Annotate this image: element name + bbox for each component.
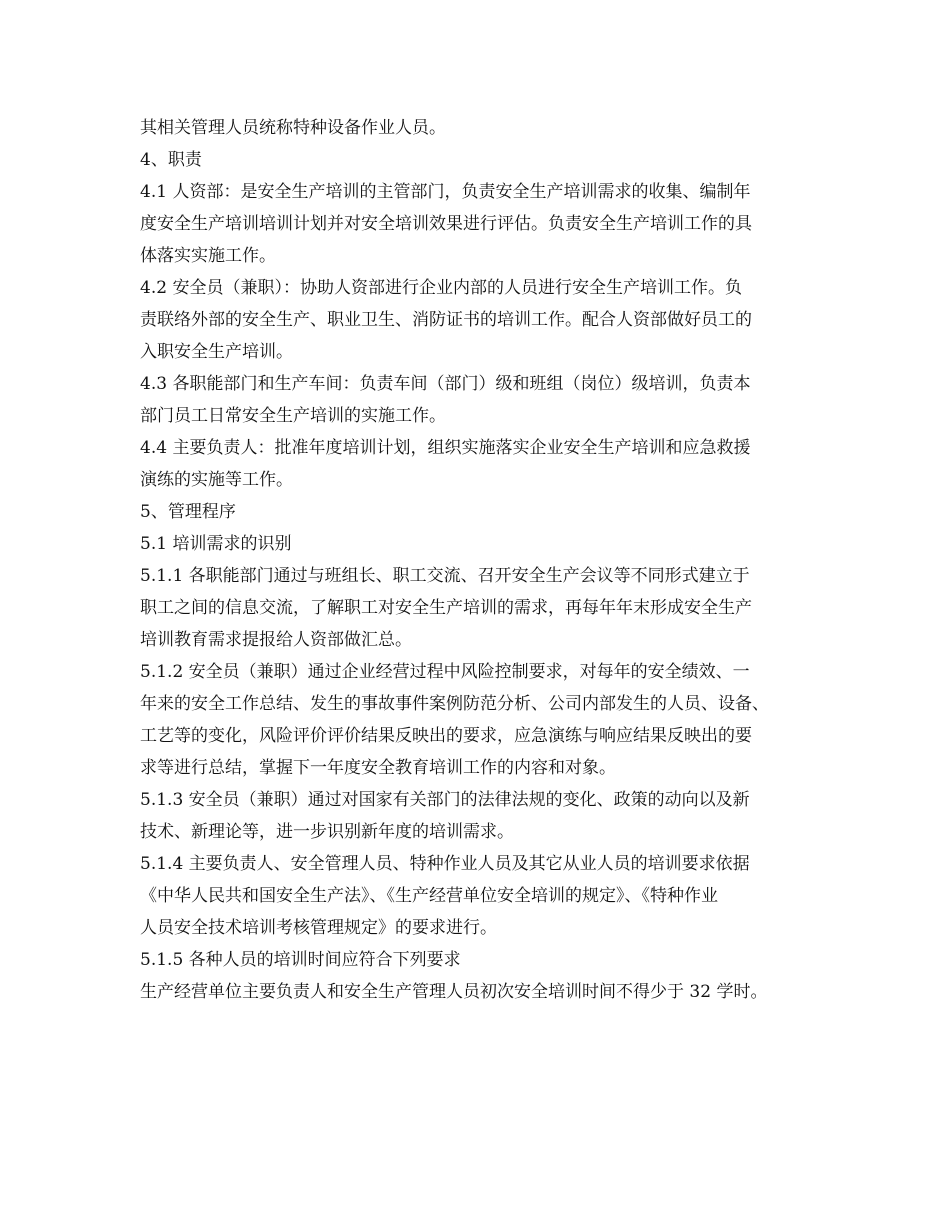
text-line: 技术、新理论等，进一步识别新年度的培训需求。 [140, 822, 514, 842]
subsection-heading: 5.1 培训需求的识别 [140, 534, 292, 554]
text-line: 4.1 人资部：是安全生产培训的主管部门，负责安全生产培训需求的收集、编制年 [140, 182, 751, 202]
text-line: 入职安全生产培训。 [140, 342, 293, 362]
section-heading: 5、管理程序 [140, 502, 236, 522]
text-line: 其相关管理人员统称特种设备作业人员。 [140, 118, 446, 138]
text-line: 部门员工日常安全生产培训的实施工作。 [140, 406, 446, 426]
text-line: 体落实实施工作。 [140, 246, 276, 266]
text-line: 工艺等的变化，风险评价评价结果反映出的要求，应急演练与响应结果反映出的要 [140, 726, 752, 746]
text-line: 求等进行总结，掌握下一年度安全教育培训工作的内容和对象。 [140, 758, 616, 778]
text-line: 4.2 安全员（兼职）：协助人资部进行企业内部的人员进行安全生产培训工作。负 [140, 278, 742, 298]
text-line: 5.1.4 主要负责人、安全管理人员、特种作业人员及其它从业人员的培训要求依据 [140, 854, 750, 874]
text-line: 5.1.1 各职能部门通过与班组长、职工交流、召开安全生产会议等不同形式建立于 [140, 566, 750, 586]
text-line: 人员安全技术培训考核管理规定》的要求进行。 [140, 918, 497, 938]
text-line: 度安全生产培训培训计划并对安全培训效果进行评估。负责安全生产培训工作的具 [140, 214, 752, 234]
text-line: 生产经营单位主要负责人和安全生产管理人员初次安全培训时间不得少于 32 学时。 [140, 982, 768, 1002]
text-line: 培训教育需求提报给人资部做汇总。 [140, 630, 412, 650]
text-line: 5.1.2 安全员（兼职）通过企业经营过程中风险控制要求，对每年的安全绩效、一 [140, 662, 750, 682]
text-line: 演练的实施等工作。 [140, 470, 293, 490]
text-line: 《中华人民共和国安全生产法》、《生产经营单位安全培训的规定》、《特种作业 [140, 886, 718, 906]
text-line: 责联络外部的安全生产、职业卫生、消防证书的培训工作。配合人资部做好员工的 [140, 310, 752, 330]
text-line: 5.1.3 安全员（兼职）通过对国家有关部门的法律法规的变化、政策的动向以及新 [140, 790, 750, 810]
section-heading: 4、职责 [140, 150, 202, 170]
text-line: 职工之间的信息交流，了解职工对安全生产培训的需求，再每年年末形成安全生产 [140, 598, 752, 618]
text-line: 4.3 各职能部门和生产车间：负责车间（部门）级和班组（岗位）级培训，负责本 [140, 374, 751, 394]
text-line: 4.4 主要负责人：批准年度培训计划，组织实施落实企业安全生产培训和应急救援 [140, 438, 751, 458]
text-line: 5.1.5 各种人员的培训时间应符合下列要求 [140, 950, 461, 970]
document-body [140, 112, 830, 1008]
text-line: 年来的安全工作总结、发生的事故事件案例防范分析、公司内部发生的人员、设备、 [140, 694, 769, 714]
